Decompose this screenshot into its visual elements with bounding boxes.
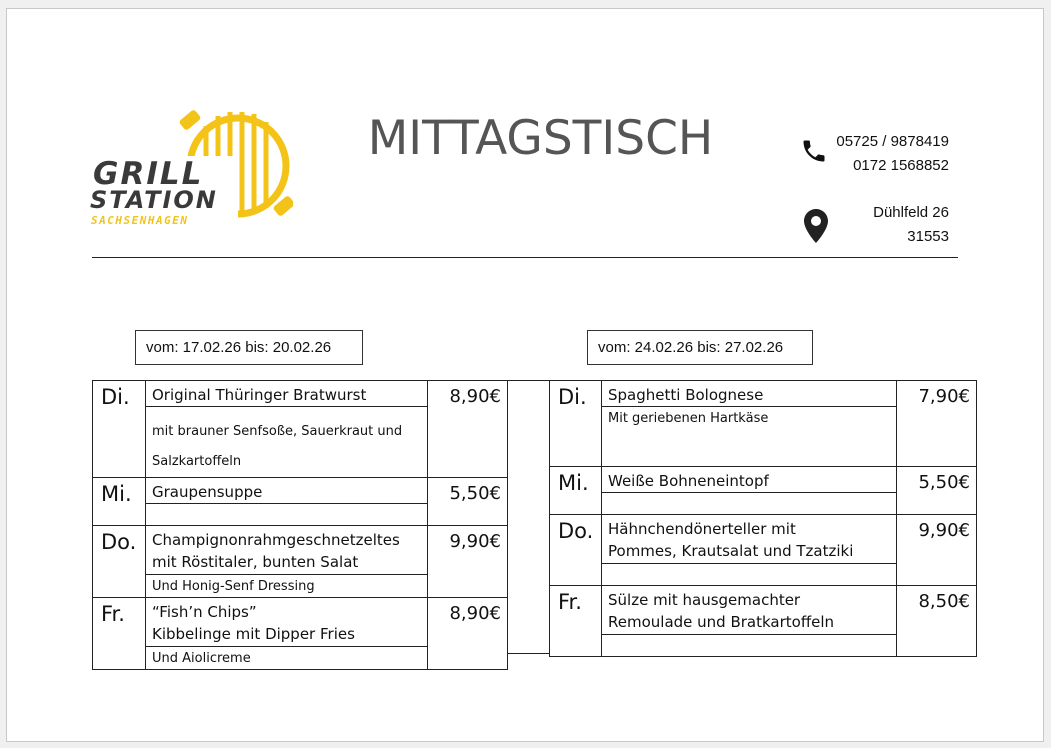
phone-number-2: 0172 1568852	[853, 157, 949, 174]
dish-name-line2: Remoulade und Bratkartoffeln	[608, 613, 835, 631]
dish-note-line2: Salzkartoffeln	[152, 454, 242, 469]
table-row	[550, 467, 977, 493]
dish-note	[602, 493, 897, 515]
dish-note	[602, 635, 897, 657]
price: 7,90€	[897, 381, 977, 467]
dish-note-line1: mit brauner Senfsoße, Sauerkraut und	[152, 424, 403, 439]
table-row	[93, 526, 508, 575]
week2-date-range: vom: 24.02.26 bis: 27.02.26	[587, 330, 813, 365]
dish-name: Graupensuppe	[146, 478, 428, 504]
dish-name-line2: mit Röstitaler, bunten Salat	[152, 553, 359, 571]
location-pin-icon	[804, 209, 828, 243]
dish-note: Und Aiolicreme	[146, 647, 428, 670]
dish-name	[146, 526, 428, 575]
day-label: Mi.	[93, 478, 146, 526]
dish-note: Und Honig-Senf Dressing	[146, 575, 428, 598]
day-label: Di.	[550, 381, 602, 467]
price: 5,50€	[428, 478, 508, 526]
phone-icon	[800, 136, 828, 166]
price: 8,50€	[897, 586, 977, 657]
dish-note	[146, 504, 428, 526]
price: 9,90€	[897, 515, 977, 586]
day-label: Do.	[550, 515, 602, 586]
price: 9,90€	[428, 526, 508, 598]
dish-name-line1: Champignonrahmgeschnetzeltes	[152, 531, 400, 549]
week2-menu-table	[549, 380, 977, 657]
dish-name-line1: Sülze mit hausgemachter	[608, 591, 801, 609]
dish-note	[602, 564, 897, 586]
dish-name-line1: Hähnchendönerteller mit	[608, 520, 796, 538]
table-row	[550, 381, 977, 407]
dish-name: Original Thüringer Bratwurst	[146, 381, 428, 407]
table-row	[93, 381, 508, 407]
brand-station: STATION	[90, 186, 218, 214]
address-street: Dühlfeld 26	[873, 204, 949, 221]
dish-name	[146, 598, 428, 647]
table-row	[550, 515, 977, 564]
dish-name	[602, 515, 897, 564]
day-label: Do.	[93, 526, 146, 598]
day-label: Mi.	[550, 467, 602, 515]
dish-name-line2: Kibbelinge mit Dipper Fries	[152, 625, 355, 643]
page-title: MITTAGSTISCH	[367, 111, 714, 166]
dish-name: Weiße Bohneneintopf	[602, 467, 897, 493]
day-label: Fr.	[93, 598, 146, 670]
week1-menu-table	[92, 380, 508, 670]
brand-grill: GRILL	[93, 156, 204, 192]
dish-note: Mit geriebenen Hartkäse	[602, 407, 897, 467]
table-row	[550, 586, 977, 635]
table-gap	[507, 380, 549, 654]
table-row	[93, 598, 508, 647]
dish-name: Spaghetti Bolognese	[602, 381, 897, 407]
dish-name-line1: “Fish’n Chips”	[152, 603, 257, 621]
dish-name	[602, 586, 897, 635]
day-label: Di.	[93, 381, 146, 478]
address-zip: 31553	[907, 228, 949, 245]
brand-location: SACHSENHAGEN	[91, 214, 189, 227]
price: 8,90€	[428, 598, 508, 670]
table-row	[93, 478, 508, 504]
day-label: Fr.	[550, 586, 602, 657]
phone-number-1: 05725 / 9878419	[836, 133, 949, 150]
dish-note	[146, 407, 428, 478]
dish-name-line2: Pommes, Krautsalat und Tzatziki	[608, 542, 854, 560]
price: 5,50€	[897, 467, 977, 515]
price: 8,90€	[428, 381, 508, 478]
header-divider	[92, 257, 958, 258]
week1-date-range: vom: 17.02.26 bis: 20.02.26	[135, 330, 363, 365]
